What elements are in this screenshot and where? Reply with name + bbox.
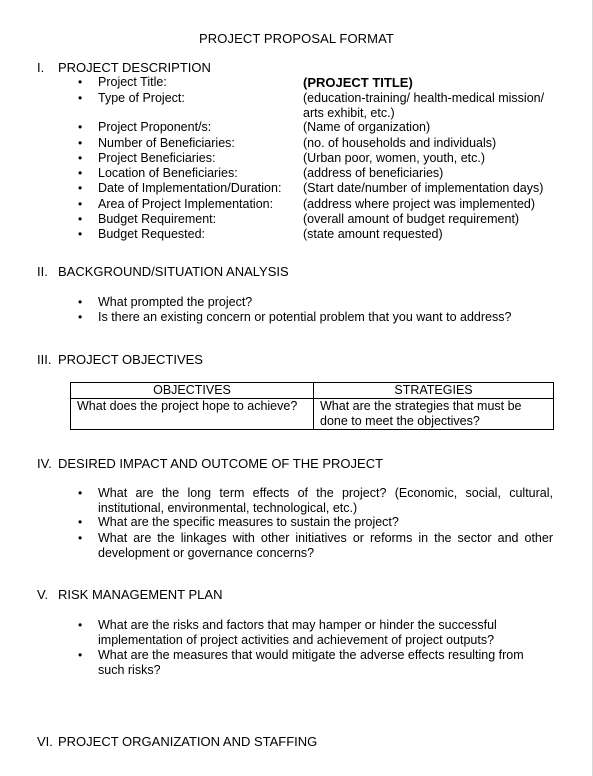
field-value: (no. of households and individuals) [303, 136, 497, 150]
field-label: Budget Requested: [98, 227, 206, 241]
question-text: What are the linkages with other initiatives or reforms in the sector and other development or governance concerns? [98, 531, 553, 560]
bullet-icon: • [78, 120, 83, 134]
bullet-icon: • [78, 310, 83, 324]
field-value: (address of beneficiaries) [303, 166, 444, 180]
section-heading-3 [37, 352, 203, 367]
question-text: What are the measures that would mitigate the adverse effects resulting from such risks? [98, 648, 524, 677]
field-value: (education-training/ health-medical mission/ [303, 91, 545, 105]
field-value: (address where project was implemented) [303, 197, 536, 211]
section-title: PROJECT OBJECTIVES [58, 352, 203, 367]
bullet-icon: • [78, 227, 83, 241]
field-label: Project Proponent/s: [98, 120, 212, 134]
list-item [78, 618, 553, 648]
section-number: III. [37, 352, 52, 367]
bullet-icon: • [78, 295, 83, 309]
bullet-icon: • [78, 75, 83, 89]
section-title: RISK MANAGEMENT PLAN [58, 587, 223, 602]
question-text: What are the long term effects of the project? (Economic, social, cultural, institutional, environmental, technological, etc.) [98, 486, 553, 515]
field-label: Type of Project: [98, 91, 185, 105]
column-header-strategies: STRATEGIES [314, 383, 554, 399]
section-heading-2 [37, 264, 289, 279]
bullet-icon: • [78, 648, 83, 662]
question-text: What are the specific measures to sustain the project? [98, 515, 399, 529]
field-label: Budget Requirement: [98, 212, 217, 226]
field-label: Date of Implementation/Duration: [98, 181, 282, 195]
question-text: What prompted the project? [98, 295, 253, 309]
table-cell: What does the project hope to achieve? [71, 399, 314, 430]
column-header-objectives: OBJECTIVES [71, 383, 314, 399]
list-item [78, 515, 553, 530]
section-title: PROJECT ORGANIZATION AND STAFFING [58, 734, 318, 749]
section-number: VI. [37, 734, 53, 749]
bullet-icon: • [78, 136, 83, 150]
table-header-row [71, 383, 554, 399]
section-title: DESIRED IMPACT AND OUTCOME OF THE PROJECT [58, 456, 384, 471]
bullet-icon: • [78, 197, 83, 211]
field-label: Project Title: [98, 75, 167, 89]
section-heading-1 [37, 60, 211, 75]
field-label: Area of Project Implementation: [98, 197, 274, 211]
field-value-continued: arts exhibit, etc.) [303, 106, 395, 120]
table-row [71, 399, 554, 430]
field-label: Location of Beneficiaries: [98, 166, 238, 180]
field-value: (Start date/number of implementation days) [303, 181, 544, 195]
table-cell: What are the strategies that must be done to meet the objectives? [314, 399, 554, 430]
document-title: PROJECT PROPOSAL FORMAT [199, 31, 394, 46]
list-item [78, 486, 553, 516]
field-value: (state amount requested) [303, 227, 443, 241]
section-number: II. [37, 264, 48, 279]
bullet-icon: • [78, 486, 83, 500]
bullet-icon: • [78, 181, 83, 195]
bullet-icon: • [78, 531, 83, 545]
bullet-icon: • [78, 515, 83, 529]
section-heading-5 [37, 587, 222, 602]
section-title: BACKGROUND/SITUATION ANALYSIS [58, 264, 289, 279]
bullet-icon: • [78, 212, 83, 226]
field-value: (overall amount of budget requirement) [303, 212, 520, 226]
list-item [78, 531, 553, 561]
question-text: What are the risks and factors that may hamper or hinder the successful implementation of project activities and achievement of project outputs? [98, 618, 497, 647]
field-label: Number of Beneficiaries: [98, 136, 235, 150]
section-number: I. [37, 60, 45, 75]
bullet-icon: • [78, 151, 83, 165]
section-title: PROJECT DESCRIPTION [58, 60, 211, 75]
field-value: (PROJECT TITLE) [303, 75, 413, 90]
question-text: Is there an existing concern or potential problem that you want to address? [98, 310, 512, 324]
section-number: V. [37, 587, 49, 602]
bullet-icon: • [78, 91, 83, 105]
list-item [78, 648, 553, 678]
section-heading-6 [37, 734, 317, 749]
field-value: (Urban poor, women, youth, etc.) [303, 151, 486, 165]
bullet-icon: • [78, 166, 83, 180]
bullet-icon: • [78, 618, 83, 632]
objectives-table [70, 382, 554, 430]
section-number: IV. [37, 456, 52, 471]
field-label: Project Beneficiaries: [98, 151, 216, 165]
section-heading-4 [37, 456, 383, 471]
field-value: (Name of organization) [303, 120, 431, 134]
